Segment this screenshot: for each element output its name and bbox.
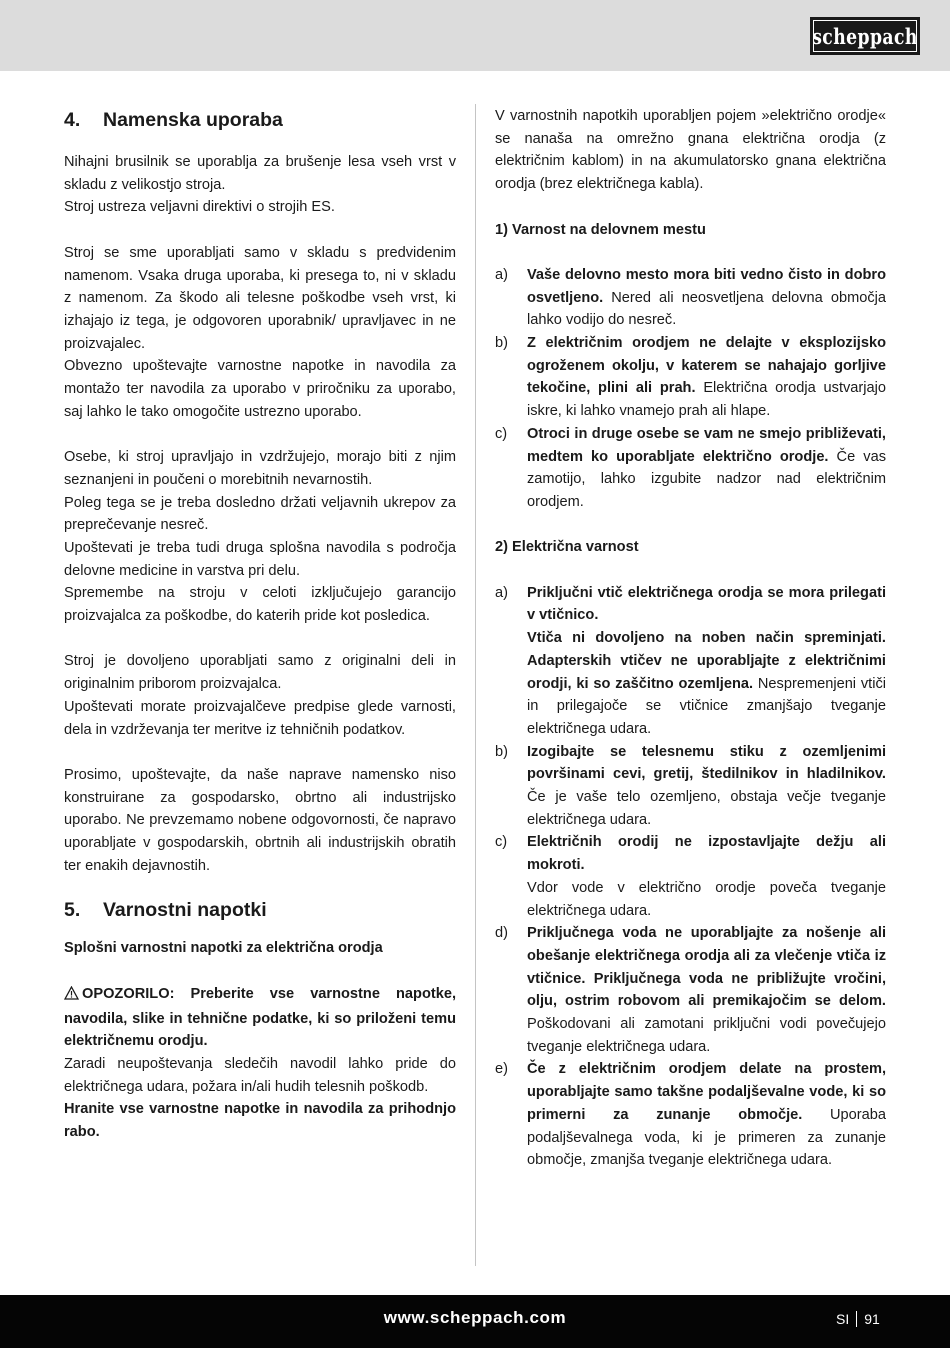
list-item-label: b) [495,335,508,351]
subheading: 2) Električna varnost [495,539,639,556]
section-4-number: 4. [64,109,81,131]
list-item-label: b) [495,743,508,760]
paragraph: Hranite vse varnostne napotke in navodila za prihodnjo rabo. [64,1101,456,1141]
list-item-label: c) [495,425,508,442]
paragraph: Spremembe na stroju v celoti izključujejo garancijo proizvajalca za poškodbe, do katerih pride kot posledica. [64,585,456,625]
list-item-bold: Otroci in druge osebe se vam ne smejo približevati, medtem ko uporabljate električno orodje. [527,425,886,465]
section-5-title: Varnostni napotki [103,899,267,922]
list-item-bold: Vaše delovno mesto mora biti vedno čisto in dobro osvetljeno. [527,266,886,306]
paragraph: Obvezno upoštevajte varnostne napotke in navodila za montažo ter navodila za uporabo v priročniku za uporabo, saj lahko le tako omogočite ustrezno uporabo. [64,358,456,420]
left-column [64,105,456,1144]
list-item-text: Nespremenjeni vtiči in prilegajoče se vtičnice zmanjšajo tveganje električnega udara. [527,675,886,737]
footer-url-link[interactable]: www.scheppach.com [383,1308,567,1327]
paragraph: Osebe, ki stroj upravljajo in vzdržujejo, morajo biti z njim seznanjeni in poučeni o morebitnih nevarnostih. [64,449,456,488]
paragraph: Prosimo, upoštevajte, da naše naprave namensko niso konstruirane za gospodarsko, obrtno ali industrijsko uporabo. Ne prevzemamo nobene odgovornosti, če napravo uporabljate v gospodarskih, obrtnih ali industrijskih obratih ter enakih dejavnostih. [64,766,456,874]
paragraph: Nihajni brusilnik se uporablja za brušenje lesa vseh vrst v skladu z velikostjo stroja. [64,154,456,193]
page-indicator [836,1311,880,1327]
language-code: SI [836,1311,850,1327]
section-4-heading [64,105,456,135]
paragraph: Upoštevati morate proizvajalčeve predpise glede varnosti, dela in vzdrževanja ter meritve iz tehničnih podatkov. [64,698,456,738]
brand-logo-text: scheppach [812,23,918,49]
list-item-label: a) [495,584,508,601]
list-item-bold: Če z električnim orodjem delate na prostem, uporabljajte samo takšne podaljševalne vode, ki so primerni za zunanje območje. [527,1061,886,1123]
paragraph: Zaradi neupoštevanja sledečih navodil lahko pride do električnega udara, požara in/ali hudih telesnih poškodb. [64,1055,456,1095]
paragraph: Poleg tega se je treba dosledno držati veljavnih ukrepov za preprečevanje nesreč. [64,494,456,534]
section-4-title: Namenska uporaba [103,109,283,131]
warning-triangle-icon [64,985,79,1008]
list-item-bold: Priključni vtič električnega orodja se mora prilegati v vtičnico. [527,584,886,624]
list-item-text: Če je vaše telo ozemljeno, obstaja večje tveganje električnega udara. [527,789,886,828]
list-item-text: Če vas zamotijo, lahko izgubite nadzor nad električnim orodjem. [527,448,886,510]
list-item [495,423,886,514]
list-item-continuation: Vdor vode v električno orodje poveča tveganje električnega udara. [527,879,886,919]
list-item-label: d) [495,925,508,942]
subheading: 1) Varnost na delovnem mestu [495,221,706,238]
list-item-bold: Priključnega voda ne uporabljajte za nošenje ali obešanje električnega orodja ali za vlečenje vtiča iz vtičnice. Priključnega voda ne približujte vročini, olju, ostrim robovom ali premikajočim se delom. [527,925,886,1010]
list-item [495,741,886,832]
list-item-bold: Izogibajte se telesnemu stiku z ozemljenimi površinami cevi, gretij, štedilnikov in hladilnikov. [527,743,886,783]
paragraph: Stroj je dovoljeno uporabljati samo z originalni deli in originalnim priborom proizvajalca. [64,653,456,693]
list-item-text: Električna orodja ustvarjajo iskre, ki lahko vnamejo prah ali hlape. [527,380,886,420]
list-item [495,831,886,876]
paragraph: Stroj se sme uporabljati samo v skladu s predvidenim namenom. Vsaka druga uporaba, ki presega to, ni v skladu z namenom. Za škodo ali telesne poškodbe vseh vrst, ki izhajajo iz tega, je odgovoren uporabnik/ upravljavec in ne proizvajalec. [64,244,456,352]
warning-text: OPOZORILO: Preberite vse varnostne napotke, navodila, slike in tehnične podatke, ki so priloženi temu električnemu orodju. [64,985,456,1050]
list-item-label: a) [495,266,508,283]
list-item-label: c) [495,834,508,851]
list-item [495,922,886,1058]
list-item [495,332,886,423]
list-item [495,264,886,332]
list-item-bold: Vtiča ni dovoljeno na noben način spreminjati. Adapterskih vtičev ne uporabljajte z električnimi orodji, ki so zaščitno ozemljena. [527,630,886,692]
section-5-heading [64,895,456,925]
list-item-label: e) [495,1061,508,1078]
list-item-text: Nered ali neosvetljena delovna območja lahko vodijo do nesreč. [527,289,886,329]
paragraph: V varnostnih napotkih uporabljen pojem »električno orodje« se nanaša na omrežno gnana električna orodja (z električnim kablom) in na akumulatorsko gnana električna orodja (brez električnega kabla). [495,108,886,193]
list-item-bold: Električnih orodij ne izpostavljajte dežju ali mokroti. [527,834,886,874]
warning-paragraph [64,983,456,1053]
list-item-text: Poškodovani ali zamotani priključni vodi povečujejo tveganje električnega udara. [527,1016,886,1055]
list-item [495,582,886,627]
list-item-continuation [495,627,886,741]
paragraph: Upoštevati je treba tudi druga splošna navodila s področja delovne medicine in varstva pri delu. [64,539,456,579]
right-column [495,105,886,1172]
paragraph: Stroj ustreza veljavni direktivi o strojih ES. [64,199,335,216]
subheading: Splošni varnostni napotki za električna orodja [64,940,383,957]
list-item [495,1058,886,1172]
list-item-bold: Z električnim orodjem ne delajte v eksplozijsko ogroženem okolju, v katerem se nahajajo gorljive tekočine, plini ali prah. [527,335,886,397]
footer-bar [0,1295,950,1348]
page-separator [856,1311,857,1327]
list-item-text: Uporaba podaljševalnega voda, ki je primeren za zunanje območje, zmanjša tveganje električnega udara. [527,1106,886,1169]
brand-logo [810,17,920,55]
section-5-number: 5. [64,899,81,922]
page-number: 91 [864,1311,880,1327]
top-bar [0,0,950,71]
column-divider [475,104,476,1266]
